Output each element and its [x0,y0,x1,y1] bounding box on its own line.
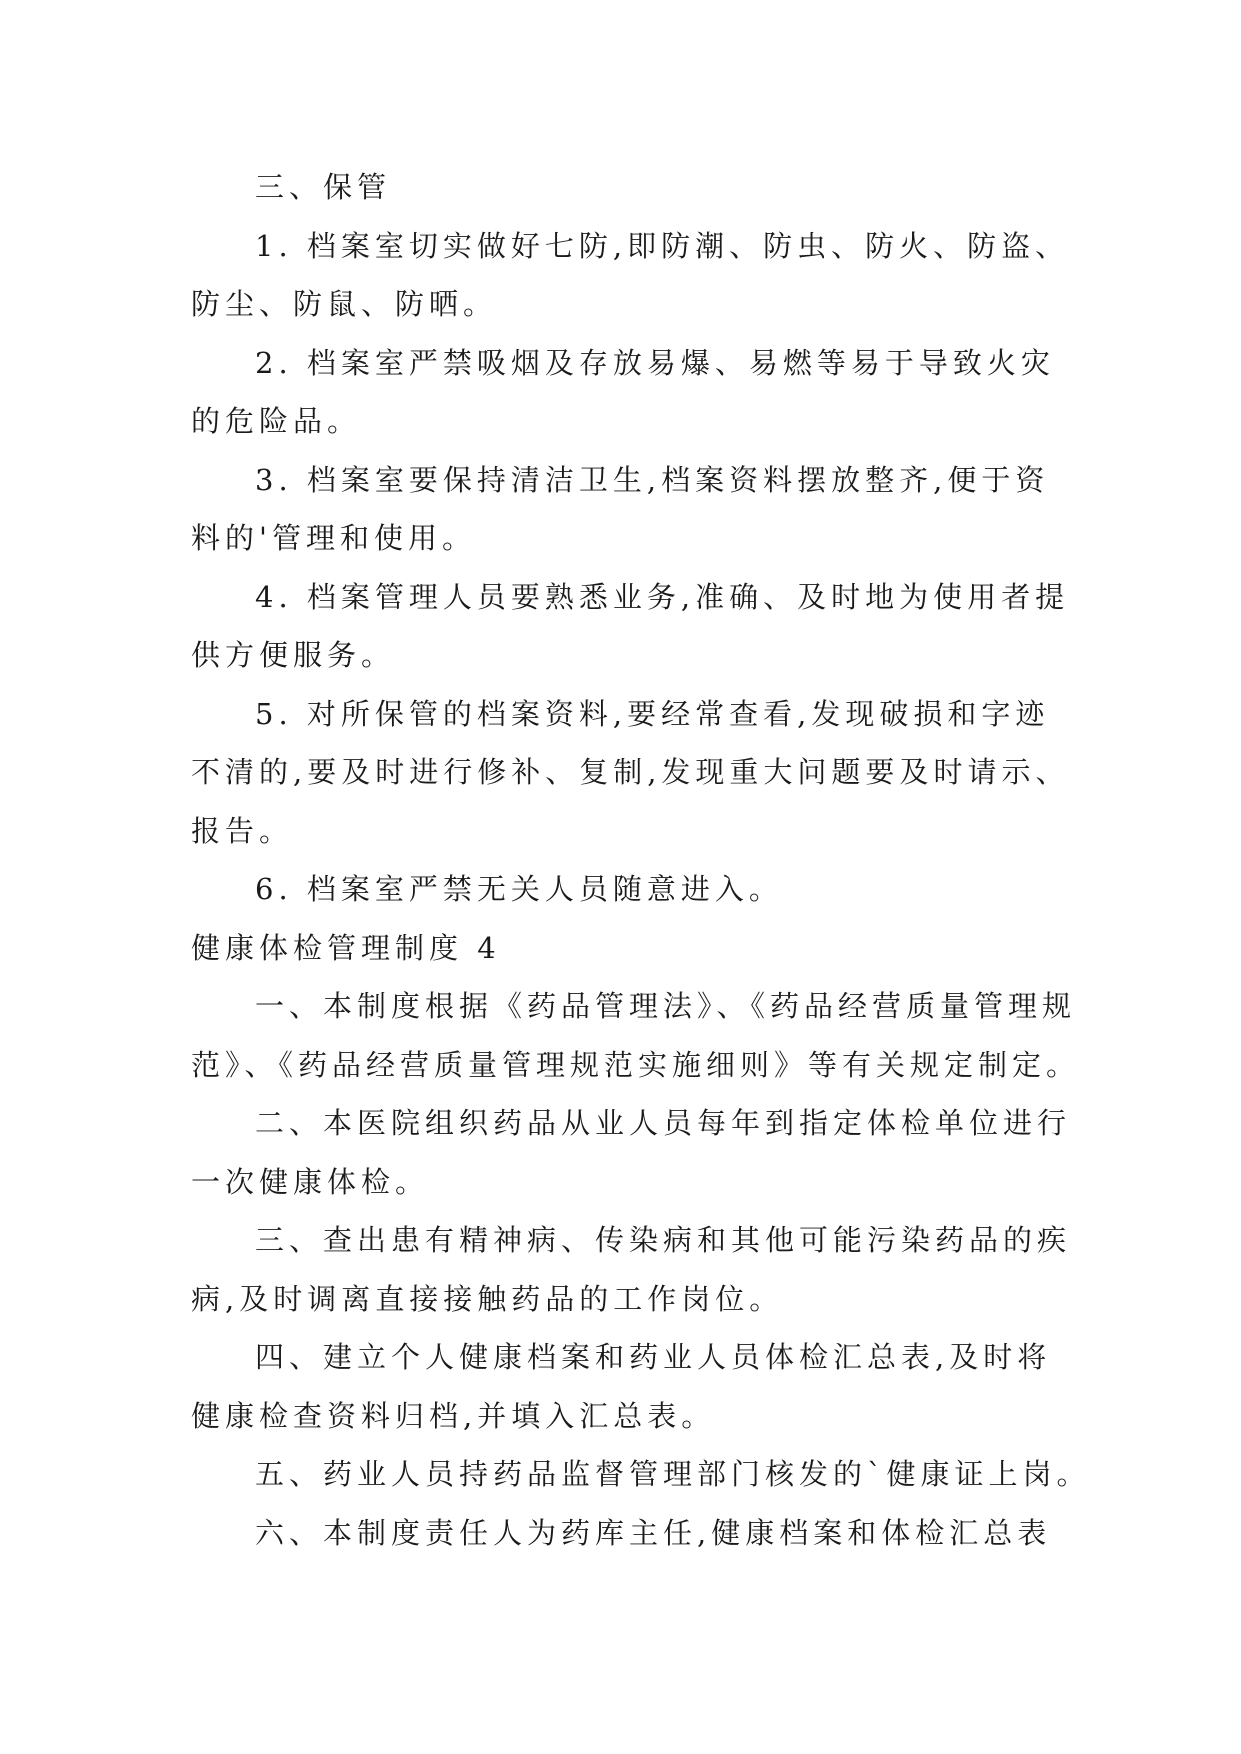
paragraph-line: 供方便服务。 [191,638,396,672]
section-title-health-checkup: 健康体检管理制度 4 [191,930,501,965]
paragraph-line: 防尘、防鼠、防晒。 [191,287,498,321]
paragraph-line: 2. 档案室严禁吸烟及存放易爆、易燃等易于导致火灾 [255,345,1055,380]
paragraph-line: 范》、《药品经营质量管理规范实施细则》等有关规定制定。 [191,1047,1081,1082]
section-heading-storage: 三、保管 [255,170,392,204]
paragraph-line: 三、查出患有精神病、传染病和其他可能污染药品的疾 [255,1223,1072,1257]
paragraph-line: 6. 档案室严禁无关人员随意进入。 [255,872,783,906]
paragraph-line: 病,及时调离直接接触药品的工作岗位。 [191,1281,784,1316]
paragraph-line: 健康检查资料归档,并填入汇总表。 [191,1398,716,1433]
paragraph-line: 1. 档案室切实做好七防,即防潮、防虫、防火、防盗、 [255,228,1070,263]
paragraph-line: 一次健康体检。 [191,1164,430,1199]
paragraph-line: 四、建立个人健康档案和药业人员体检汇总表,及时将 [255,1340,1052,1374]
paragraph-line: 五、药业人员持药品监督管理部门核发的`健康证上岗。 [255,1457,1091,1491]
paragraph-line: 不清的,要及时进行修补、复制,发现重大问题要及时请示、 [191,755,1070,789]
paragraph-line: 的危险品。 [191,404,362,438]
paragraph-line: 二、本医院组织药品从业人员每年到指定体检单位进行 [255,1106,1072,1140]
paragraph-line: 一、本制度根据《药品管理法》、《药品经营质量管理规 [255,989,1077,1023]
paragraph-line: 3. 档案室要保持清洁卫生,档案资料摆放整齐,便于资 [255,462,1050,497]
paragraph-line: 料的'管理和使用。 [191,521,476,555]
paragraph-line: 5. 对所保管的档案资料,要经常查看,发现破损和字迹 [255,696,1050,731]
paragraph-line: 4. 档案管理人员要熟悉业务,准确、及时地为使用者提 [255,579,1070,614]
paragraph-line: 六、本制度责任人为药库主任,健康档案和体检汇总表 [255,1515,1052,1550]
paragraph-line: 报告。 [191,813,294,848]
document-body [191,158,1091,1562]
